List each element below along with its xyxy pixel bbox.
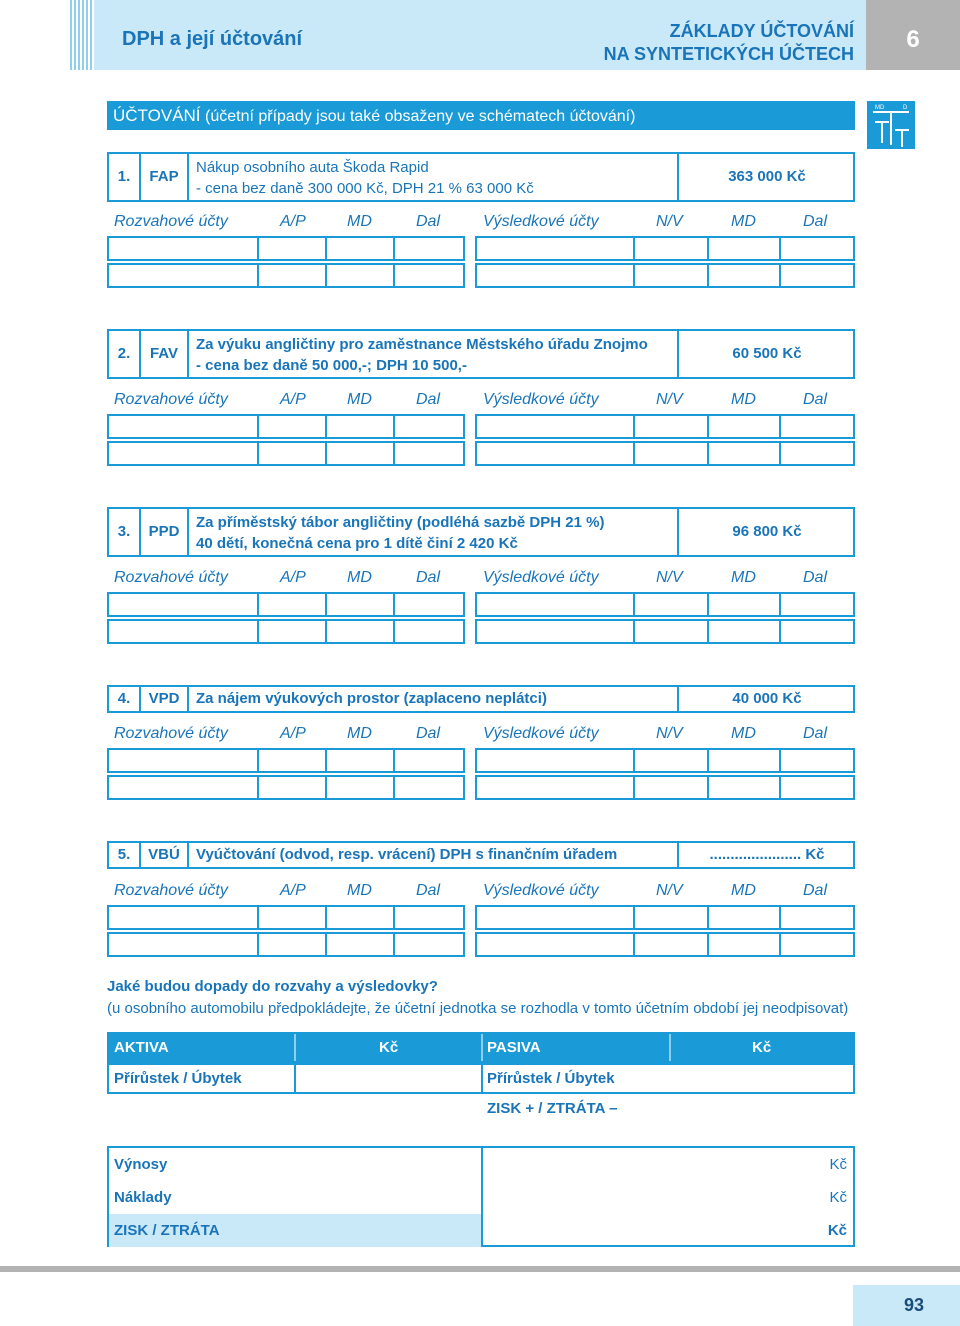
md2-cell[interactable]: [707, 932, 781, 957]
chapter-topic: DPH a její účtování: [122, 28, 303, 50]
dal2-cell[interactable]: [779, 932, 855, 957]
md2-cell[interactable]: [707, 619, 781, 644]
md2-cell[interactable]: [707, 905, 781, 930]
dal2-cell[interactable]: [779, 236, 855, 261]
dal2-cell[interactable]: [779, 905, 855, 930]
balance-change-row: [107, 1063, 855, 1094]
change-label: Přírůstek / Úbytek: [487, 1070, 615, 1087]
income-account-cell[interactable]: [475, 414, 635, 439]
profit-row: ZISK / ZTRÁTA: [109, 1214, 481, 1247]
nv-cell[interactable]: [633, 236, 709, 261]
ap-cell[interactable]: [257, 619, 327, 644]
document-type: VPD: [141, 687, 189, 711]
income-account-cell[interactable]: [475, 775, 635, 800]
document-type: PPD: [141, 509, 189, 555]
nv-cell[interactable]: [633, 592, 709, 617]
md2-cell[interactable]: [707, 236, 781, 261]
account-cell[interactable]: [107, 932, 259, 957]
pasiva-label: PASIVA: [487, 1039, 541, 1056]
nv-cell[interactable]: [633, 905, 709, 930]
ap-cell[interactable]: [257, 414, 327, 439]
md2-cell[interactable]: [707, 775, 781, 800]
nv-cell[interactable]: [633, 775, 709, 800]
column-headers: Rozvahové účty A/P MD Dal Výsledkové účty N/V MD Dal: [114, 391, 828, 408]
dal2-cell[interactable]: [779, 775, 855, 800]
transaction-number: 4.: [109, 687, 141, 711]
ap-cell[interactable]: [257, 592, 327, 617]
page-header: [0, 0, 960, 70]
svg-text:MD: MD: [875, 105, 885, 111]
account-cell[interactable]: [107, 748, 259, 773]
posting-grid-5: [107, 876, 855, 959]
posting-grid-2: [107, 385, 855, 468]
change-label: Přírůstek / Úbytek: [114, 1070, 242, 1087]
md2-cell[interactable]: [707, 748, 781, 773]
md2-cell[interactable]: [707, 441, 781, 466]
transaction-header-3: [107, 507, 855, 557]
chapter-title: ZÁKLADY ÚČTOVÁNÍ NA SYNTETICKÝCH ÚČTECH: [603, 21, 854, 64]
transaction-amount: 40 000 Kč: [732, 690, 802, 707]
header-stripes: [70, 0, 94, 70]
account-cell[interactable]: [107, 775, 259, 800]
income-account-cell[interactable]: [475, 619, 635, 644]
income-account-cell[interactable]: [475, 592, 635, 617]
account-cell[interactable]: [107, 263, 259, 288]
md-cell[interactable]: [325, 619, 395, 644]
kc-label: Kč: [379, 1039, 399, 1056]
md2-cell[interactable]: [707, 592, 781, 617]
transaction-number: 1.: [109, 154, 141, 200]
md-cell[interactable]: [325, 263, 395, 288]
revenue-kc: Kč: [829, 1156, 847, 1173]
dal-cell[interactable]: [393, 263, 465, 288]
md2-cell[interactable]: [707, 414, 781, 439]
section-title: ÚČTOVÁNÍ: [113, 106, 201, 125]
dal-cell[interactable]: [393, 748, 465, 773]
account-cell[interactable]: [107, 592, 259, 617]
expense-row: Náklady: [114, 1189, 172, 1206]
transaction-number: 2.: [109, 331, 141, 377]
md-cell[interactable]: [325, 775, 395, 800]
md-cell[interactable]: [325, 932, 395, 957]
income-account-cell[interactable]: [475, 748, 635, 773]
income-account-cell[interactable]: [475, 932, 635, 957]
aktiva-label: AKTIVA: [114, 1039, 169, 1056]
transaction-header-1: [107, 152, 855, 202]
posting-grid-4: [107, 719, 855, 802]
ap-cell[interactable]: [257, 263, 327, 288]
account-cell[interactable]: [107, 619, 259, 644]
md-cell[interactable]: [325, 905, 395, 930]
transaction-description: Za výuku angličtiny pro zaměstnance Městského úřadu Znojmo - cena bez daně 50 000,-; DPH 10 500,-: [189, 331, 679, 377]
nv-cell[interactable]: [633, 619, 709, 644]
revenue-row: Výnosy: [114, 1156, 168, 1173]
column-headers: Rozvahové účty A/P MD Dal Výsledkové účty N/V MD Dal: [114, 569, 828, 586]
profit-loss-label: ZISK + / ZTRÁTA –: [487, 1100, 618, 1117]
income-account-cell[interactable]: [475, 905, 635, 930]
md-cell[interactable]: [325, 748, 395, 773]
svg-text:D: D: [903, 105, 908, 111]
column-headers: Rozvahové účty A/P MD Dal Výsledkové účty N/V MD Dal: [114, 725, 828, 742]
nv-cell[interactable]: [633, 263, 709, 288]
dal2-cell[interactable]: [779, 748, 855, 773]
dal2-cell[interactable]: [779, 592, 855, 617]
md-cell[interactable]: [325, 414, 395, 439]
nv-cell[interactable]: [633, 748, 709, 773]
document-type: FAV: [141, 331, 189, 377]
ap-cell[interactable]: [257, 932, 327, 957]
md-cell[interactable]: [325, 592, 395, 617]
transaction-amount: 96 800 Kč: [732, 523, 802, 540]
question-note: (u osobního automobilu předpokládejte, že účetní jednotka se rozhodla v tomto účetním období jej neodpisovat): [107, 1000, 849, 1017]
md-cell[interactable]: [325, 441, 395, 466]
transaction-amount: 60 500 Kč: [732, 345, 802, 362]
income-statement-table: [107, 1146, 855, 1247]
dal-cell[interactable]: [393, 236, 465, 261]
dal2-cell[interactable]: [779, 441, 855, 466]
document-type: FAP: [141, 154, 189, 200]
nv-cell[interactable]: [633, 932, 709, 957]
section-title-bar: [107, 101, 855, 130]
document-type: VBÚ: [141, 843, 189, 867]
dal-cell[interactable]: [393, 775, 465, 800]
transaction-header-4: [107, 685, 855, 713]
transaction-amount: ...................... Kč: [709, 846, 825, 863]
transaction-description: Vyúčtování (odvod, resp. vrácení) DPH s finančním úřadem: [189, 843, 679, 867]
account-cell[interactable]: [107, 441, 259, 466]
ap-cell[interactable]: [257, 905, 327, 930]
transaction-description: Za nájem výukových prostor (zaplaceno neplátci): [189, 687, 679, 711]
expense-kc: Kč: [829, 1189, 847, 1206]
income-account-cell[interactable]: [475, 263, 635, 288]
account-cell[interactable]: [107, 236, 259, 261]
dal-cell[interactable]: [393, 592, 465, 617]
dal2-cell[interactable]: [779, 619, 855, 644]
transaction-header-2: [107, 329, 855, 379]
account-cell[interactable]: [107, 905, 259, 930]
transaction-description: Nákup osobního auta Škoda Rapid - cena bez daně 300 000 Kč, DPH 21 % 63 000 Kč: [189, 154, 679, 200]
account-cell[interactable]: [107, 414, 259, 439]
dal-cell[interactable]: [393, 414, 465, 439]
t-account-icon: [867, 101, 915, 149]
column-headers: Rozvahové účty A/P MD Dal Výsledkové účty N/V MD Dal: [114, 213, 828, 230]
kc-label: Kč: [752, 1039, 772, 1056]
balance-sheet-table: [107, 1032, 855, 1094]
nv-cell[interactable]: [633, 441, 709, 466]
transaction-number: 3.: [109, 509, 141, 555]
income-account-cell[interactable]: [475, 441, 635, 466]
dal2-cell[interactable]: [779, 263, 855, 288]
footer-line: [0, 1266, 960, 1272]
balance-header-row: [107, 1032, 855, 1063]
income-account-cell[interactable]: [475, 236, 635, 261]
section-subtitle: (účetní případy jsou také obsaženy ve schématech účtování): [200, 108, 636, 125]
dal2-cell[interactable]: [779, 414, 855, 439]
chapter-number: 6: [866, 0, 960, 70]
transaction-description: Za příměstský tábor angličtiny (podléhá sazbě DPH 21 %) 40 dětí, konečná cena pro 1 dítě činí 2 420 Kč: [189, 509, 679, 555]
transaction-number: 5.: [109, 843, 141, 867]
dal-cell[interactable]: [393, 905, 465, 930]
posting-grid-1: [107, 207, 855, 290]
ap-cell[interactable]: [257, 236, 327, 261]
transaction-header-5: [107, 841, 855, 869]
md2-cell[interactable]: [707, 263, 781, 288]
ap-cell[interactable]: [257, 775, 327, 800]
md-cell[interactable]: [325, 236, 395, 261]
ap-cell[interactable]: [257, 748, 327, 773]
profit-kc: Kč: [827, 1222, 847, 1239]
column-headers: Rozvahové účty A/P MD Dal Výsledkové účty N/V MD Dal: [114, 882, 828, 899]
page-number: 93: [853, 1285, 960, 1326]
question-title: Jaké budou dopady do rozvahy a výsledovky?: [107, 978, 438, 995]
dal-cell[interactable]: [393, 619, 465, 644]
nv-cell[interactable]: [633, 414, 709, 439]
dal-cell[interactable]: [393, 441, 465, 466]
posting-grid-3: [107, 563, 855, 646]
ap-cell[interactable]: [257, 441, 327, 466]
transaction-amount: 363 000 Kč: [728, 168, 806, 185]
dal-cell[interactable]: [393, 932, 465, 957]
